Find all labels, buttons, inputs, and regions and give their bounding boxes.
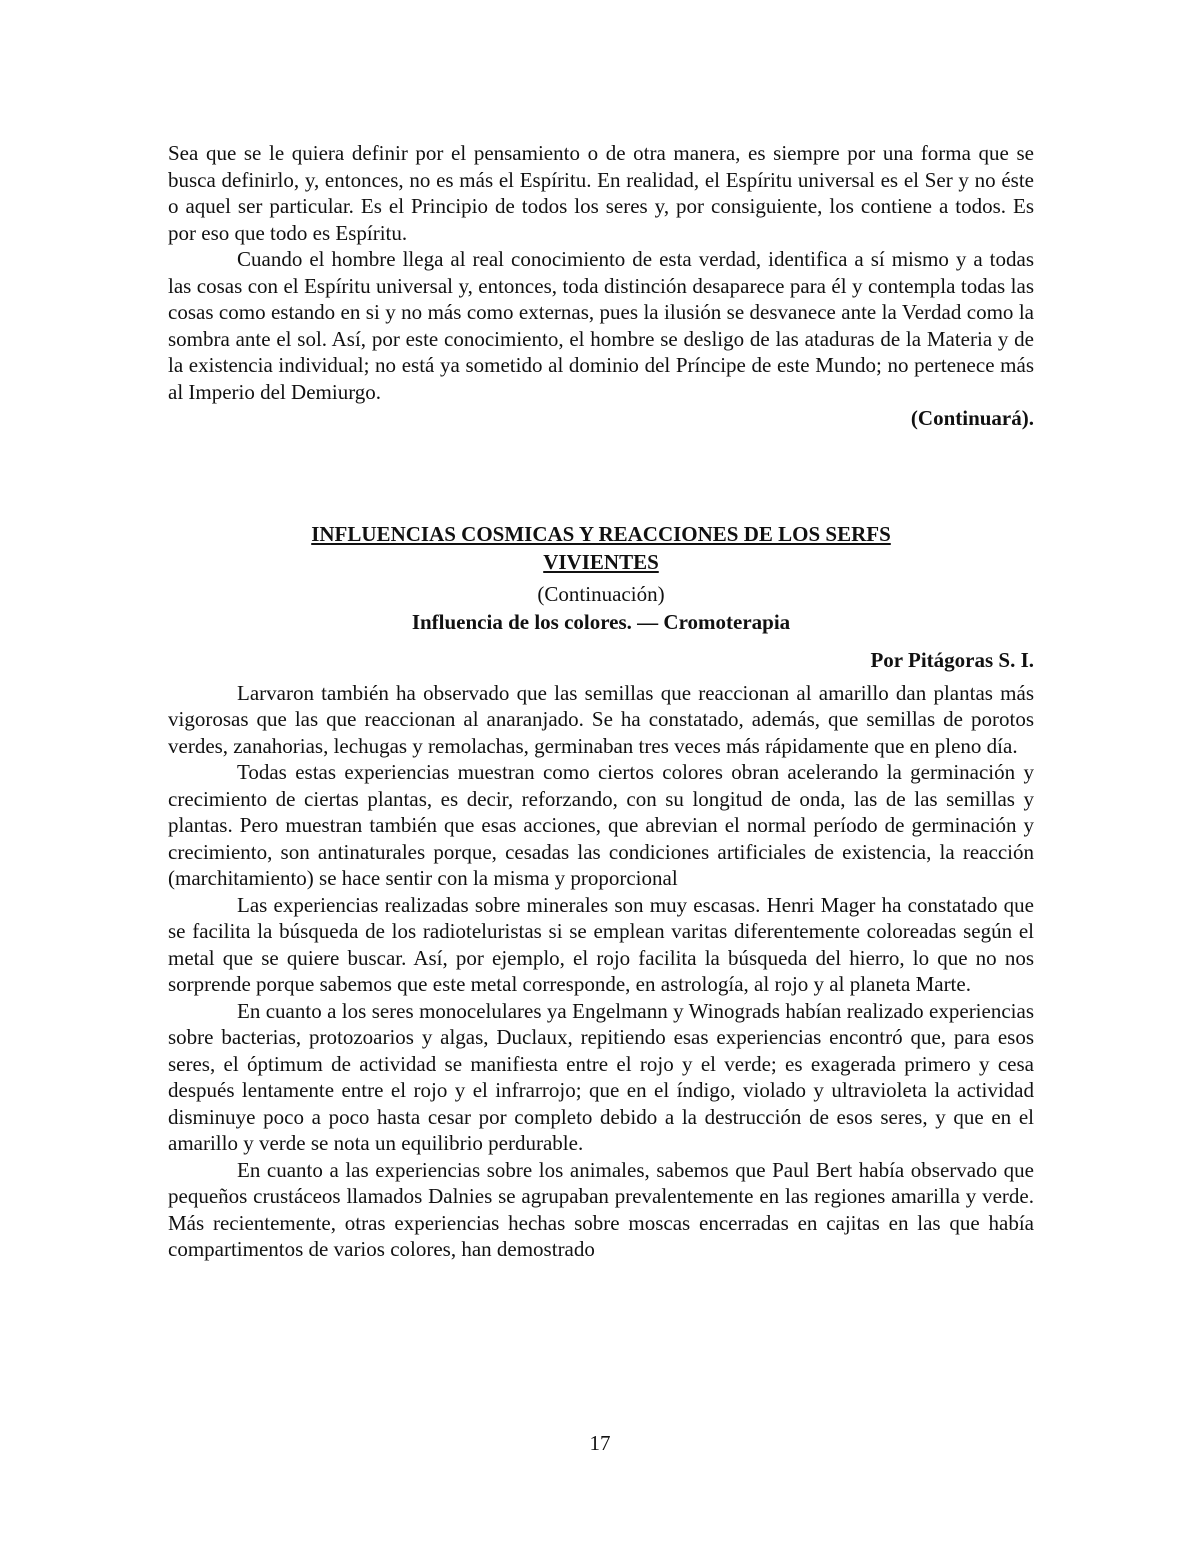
article-subheading: Influencia de los colores. — Cromoterapia [411,609,791,634]
article-subtitle: (Continuación) [537,581,665,606]
document-page [168,140,1034,1263]
paragraph-conocimiento-verdad: Cuando el hombre llega al real conocimiento de esta verdad, identifica a sí mismo y a todas las cosas con el Espíritu universal y, entonces, toda distinción desaparece para él y contempla todas las cosas como estando en si y no más como externas, pues la ilusión se desvanece ante la Verdad como la sombra ante el sol. Así, por este conocimiento, el hombre se desligo de las ataduras de la Materia y de la existencia individual; no está ya sometido al dominio del Príncipe de este Mundo; no pertenece más al Imperio del Demiurgo. [168,247,1034,404]
paragraph-monocelulares: En cuanto a los seres monocelulares ya Engelmann y Winograds habían realizado experiencias sobre bacterias, protozoarios y algas, Duclaux, repitiendo esas experiencias encontró que, para esos seres, el óptimum de actividad se manifiesta entre el rojo y el verde; es exagerada primero y cesa después lentamente entre el rojo y el infrarrojo; que en el índigo, violado y ultravioleta la actividad disminuye poco a poco hasta cesar por completo debido a la destrucción de esos seres, y que en el amarillo y verde se nota un equilibrio perdurable. [168,998,1034,1155]
paragraph-minerales: Las experiencias realizadas sobre minerales son muy escasas. Henri Mager ha constatado que se facilita la búsqueda de los radioteluristas si se emplean varitas diferentemente coloreadas según el metal que se quiere buscar. Así, por ejemplo, el rojo facilita la búsqueda del hierro, lo que no nos sorprende porque sabemos que este metal corresponde, en astrología, al rojo y al planeta Marte. [168,892,1034,996]
paragraph-semillas: Larvaron también ha observado que las semillas que reaccionan al amarillo dan plantas más vigorosas que las que reaccionan al anaranjado. Se ha constatado, además, que semillas de porotos verdes, zanahorias, lechugas y remolachas, germinaban tres veces más rápidamente que en pleno día. [168,680,1034,758]
paragraph-experiencias-colores: Todas estas experiencias muestran como ciertos colores obran acelerando la germinación y crecimiento de ciertas plantas, es decir, reforzando, con su longitud de onda, las de las semillas y plantas. Pero muestran también que esas acciones, que abrevian el normal período de germinación y crecimiento, son antinaturales porque, cesadas las condiciones artificiales de existencia, la reacción (marchitamiento) se hace sentir con la misma y proporcional [168,760,1034,890]
article-author: Por Pitágoras S. I. [870,647,1034,672]
article-title: INFLUENCIAS COSMICAS Y REACCIONES DE LOS SERFS VIVIENTES [311,521,891,574]
page-number: 17 [589,1431,611,1455]
paragraph-animales: En cuanto a las experiencias sobre los animales, sabemos que Paul Bert había observado que pequeños crustáceos llamados Dalnies se agrupaban prevalentemente en las regiones amarilla y verde. Más recientemente, otras experiencias hechas sobre moscas encerradas en cajitas en las que había compartimentos de varios colores, han demostrado [168,1157,1034,1261]
paragraph-espiritu-definicion: Sea que se le quiera definir por el pensamiento o de otra manera, es siempre por una forma que se busca definirlo, y, entonces, no es más el Espíritu. En realidad, el Espíritu universal es el Ser y no éste o aquel ser particular. Es el Principio de todos los seres y, por consiguiente, los contiene a todos. Es por eso que todo es Espíritu. [168,141,1034,245]
continuara-label: (Continuará). [910,406,1034,430]
